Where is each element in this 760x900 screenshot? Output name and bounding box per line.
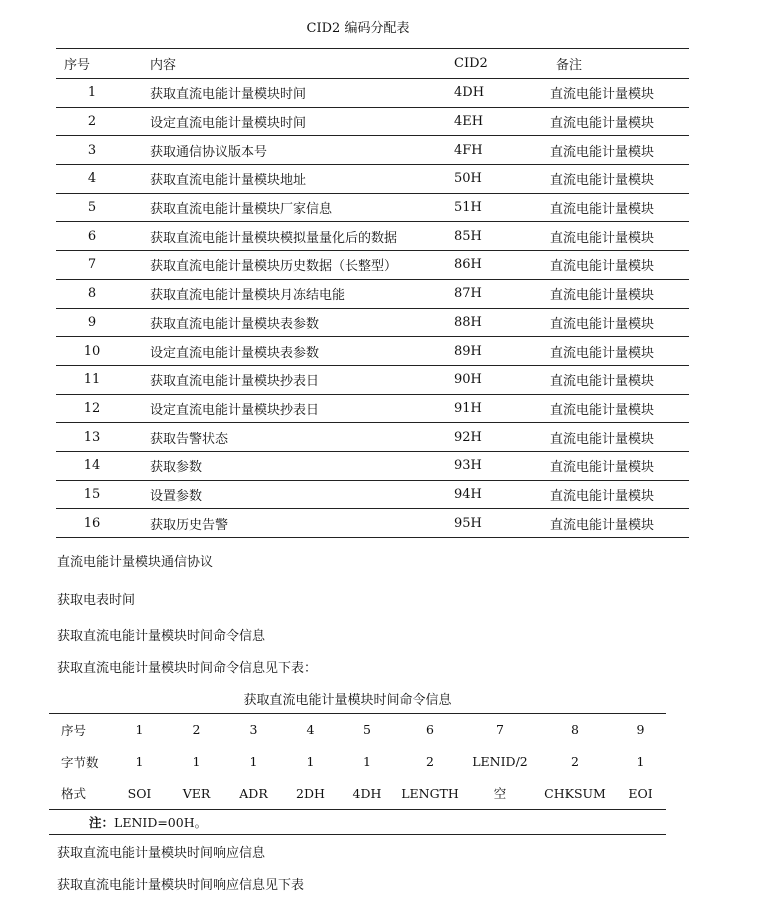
row-cid2: 89H <box>454 343 482 359</box>
row-content: 设定直流电能计量模块抄表日 <box>150 402 320 418</box>
cmd-info-table <box>49 713 666 835</box>
table-row <box>56 79 689 108</box>
row-remark: 直流电能计量模块 <box>550 173 655 189</box>
note-text: LENID=00H。 <box>114 815 208 830</box>
row-cid2: 87H <box>454 286 482 302</box>
row-cid2: 50H <box>454 171 482 187</box>
table-row <box>56 251 689 280</box>
table-cell: 1 <box>135 722 144 738</box>
row-seq: 6 <box>87 228 97 244</box>
row-content: 获取直流电能计量模块模拟量量化后的数据 <box>150 230 398 246</box>
row-cid2: 4FH <box>454 142 483 158</box>
table-row <box>56 480 689 509</box>
get-time-heading: 获取电表时间 <box>57 593 136 608</box>
row-seq: 7 <box>87 257 97 273</box>
row-cid2: 94H <box>454 486 482 502</box>
cmd-table-title: 获取直流电能计量模块时间命令信息 <box>243 693 452 708</box>
row-remark: 直流电能计量模块 <box>550 288 655 304</box>
row-content: 设定直流电能计量模块表参数 <box>150 345 320 361</box>
table-row <box>56 337 689 366</box>
response-info-heading: 获取直流电能计量模块时间响应信息 <box>57 846 266 861</box>
table-row <box>56 165 689 194</box>
header-cid2: CID2 <box>454 56 488 71</box>
table-cell: ADR <box>239 785 268 801</box>
row-cid2: 88H <box>454 314 482 330</box>
table-cell: 2 <box>192 722 201 738</box>
table-row <box>56 509 689 538</box>
row-remark: 直流电能计量模块 <box>550 116 655 132</box>
row-seq: 14 <box>83 458 101 474</box>
row-remark: 直流电能计量模块 <box>550 259 655 275</box>
row-content: 获取直流电能计量模块历史数据（长整型） <box>150 259 398 275</box>
table-cell: 1 <box>249 754 258 769</box>
header-seq: 序号 <box>64 58 91 73</box>
row-content: 获取直流电能计量模块月冻结电能 <box>150 288 346 304</box>
table-cell: 2DH <box>296 785 325 801</box>
row-cid2: 92H <box>454 429 482 445</box>
cmd-info-heading: 获取直流电能计量模块时间命令信息 <box>57 629 266 644</box>
row-remark: 直流电能计量模块 <box>550 144 655 160</box>
row-seq: 11 <box>83 372 101 388</box>
table-cell: 8 <box>571 722 579 738</box>
table-cell: LENID/2 <box>472 754 528 769</box>
row-cid2: 91H <box>454 400 482 416</box>
row-seq: 9 <box>87 314 97 330</box>
table-cell: 6 <box>426 722 434 738</box>
cmd-table-row-bytes <box>49 746 666 778</box>
row-cid2: 95H <box>454 515 482 531</box>
row-seq: 5 <box>87 200 97 216</box>
row-content: 获取直流电能计量模块表参数 <box>150 316 320 332</box>
cid2-table-title: CID2 编码分配表 <box>306 21 410 36</box>
table-cell: LENGTH <box>401 785 459 801</box>
row-remark: 直流电能计量模块 <box>550 517 655 533</box>
row-cid2: 93H <box>454 458 482 474</box>
row-content: 获取参数 <box>150 460 203 476</box>
table-cell: CHKSUM <box>544 785 606 801</box>
row-content: 设置参数 <box>150 488 203 504</box>
table-cell: 2 <box>426 754 434 769</box>
table-row <box>56 222 689 251</box>
row-remark: 直流电能计量模块 <box>550 230 655 246</box>
row-content: 设定直流电能计量模块时间 <box>150 116 307 132</box>
table-row <box>56 308 689 337</box>
row-label: 序号 <box>61 722 87 738</box>
row-remark: 直流电能计量模块 <box>550 431 655 447</box>
row-remark: 直流电能计量模块 <box>550 316 655 332</box>
table-row <box>56 394 689 423</box>
table-cell: 1 <box>192 754 201 769</box>
header-content: 内容 <box>150 58 177 73</box>
response-info-see-text: 获取直流电能计量模块时间响应信息见下表 <box>57 878 305 893</box>
table-cell: 4DH <box>352 785 382 801</box>
row-cid2: 4EH <box>454 114 484 130</box>
row-label: 字节数 <box>61 754 99 770</box>
row-content: 获取直流电能计量模块地址 <box>150 173 307 189</box>
table-row <box>56 107 689 136</box>
table-row <box>56 279 689 308</box>
cid2-table-header-row <box>56 49 689 79</box>
row-content: 获取直流电能计量模块厂家信息 <box>150 202 333 218</box>
table-cell: 9 <box>636 722 645 738</box>
table-cell: 1 <box>363 754 371 769</box>
table-row <box>56 365 689 394</box>
row-seq: 8 <box>87 286 97 302</box>
cmd-table-note <box>49 810 666 835</box>
table-cell: 5 <box>363 722 371 738</box>
row-label: 格式 <box>61 786 87 802</box>
row-seq: 3 <box>87 142 97 158</box>
row-content: 获取直流电能计量模块时间 <box>150 87 307 103</box>
row-content: 获取通信协议版本号 <box>150 144 268 160</box>
row-cid2: 4DH <box>454 85 485 101</box>
cmd-table-note-row <box>49 810 666 835</box>
note-label: 注： <box>89 815 115 830</box>
row-remark: 直流电能计量模块 <box>550 460 655 476</box>
header-remark: 备注 <box>556 58 583 73</box>
table-cell: 4 <box>306 722 315 738</box>
table-cell: 1 <box>306 754 315 769</box>
row-seq: 10 <box>83 343 101 359</box>
table-cell: 3 <box>249 722 258 738</box>
table-cell: 1 <box>135 754 144 769</box>
table-row <box>56 423 689 452</box>
row-content: 获取告警状态 <box>150 431 229 447</box>
row-remark: 直流电能计量模块 <box>550 202 655 218</box>
row-seq: 2 <box>87 114 97 130</box>
row-seq: 12 <box>83 400 101 416</box>
row-seq: 1 <box>87 85 97 101</box>
row-remark: 直流电能计量模块 <box>550 488 655 504</box>
row-seq: 4 <box>87 171 97 187</box>
row-seq: 13 <box>83 429 101 445</box>
cmd-table-row-seq <box>49 714 666 746</box>
table-cell: 1 <box>636 754 645 769</box>
table-cell: EOI <box>628 785 653 801</box>
row-remark: 直流电能计量模块 <box>550 374 655 390</box>
table-cell: VER <box>182 785 211 801</box>
cid2-table <box>56 48 689 538</box>
table-row <box>56 451 689 480</box>
row-seq: 16 <box>83 515 101 531</box>
row-cid2: 90H <box>454 372 482 388</box>
table-cell: 空 <box>493 786 507 802</box>
row-cid2: 86H <box>454 257 482 273</box>
row-cid2: 51H <box>454 200 482 216</box>
cmd-table-row-format <box>49 778 666 810</box>
table-cell: SOI <box>127 785 152 801</box>
table-cell: 2 <box>571 754 579 769</box>
row-cid2: 85H <box>454 228 482 244</box>
cmd-info-see-text: 获取直流电能计量模块时间命令信息见下表： <box>57 661 318 676</box>
table-row <box>56 136 689 165</box>
protocol-title: 直流电能计量模块通信协议 <box>57 555 214 570</box>
row-content: 获取直流电能计量模块抄表日 <box>150 374 320 390</box>
table-row <box>56 193 689 222</box>
row-remark: 直流电能计量模块 <box>550 345 655 361</box>
row-content: 获取历史告警 <box>150 517 229 533</box>
row-remark: 直流电能计量模块 <box>550 87 655 103</box>
row-remark: 直流电能计量模块 <box>550 402 655 418</box>
table-cell: 7 <box>496 722 504 738</box>
row-seq: 15 <box>83 486 101 502</box>
